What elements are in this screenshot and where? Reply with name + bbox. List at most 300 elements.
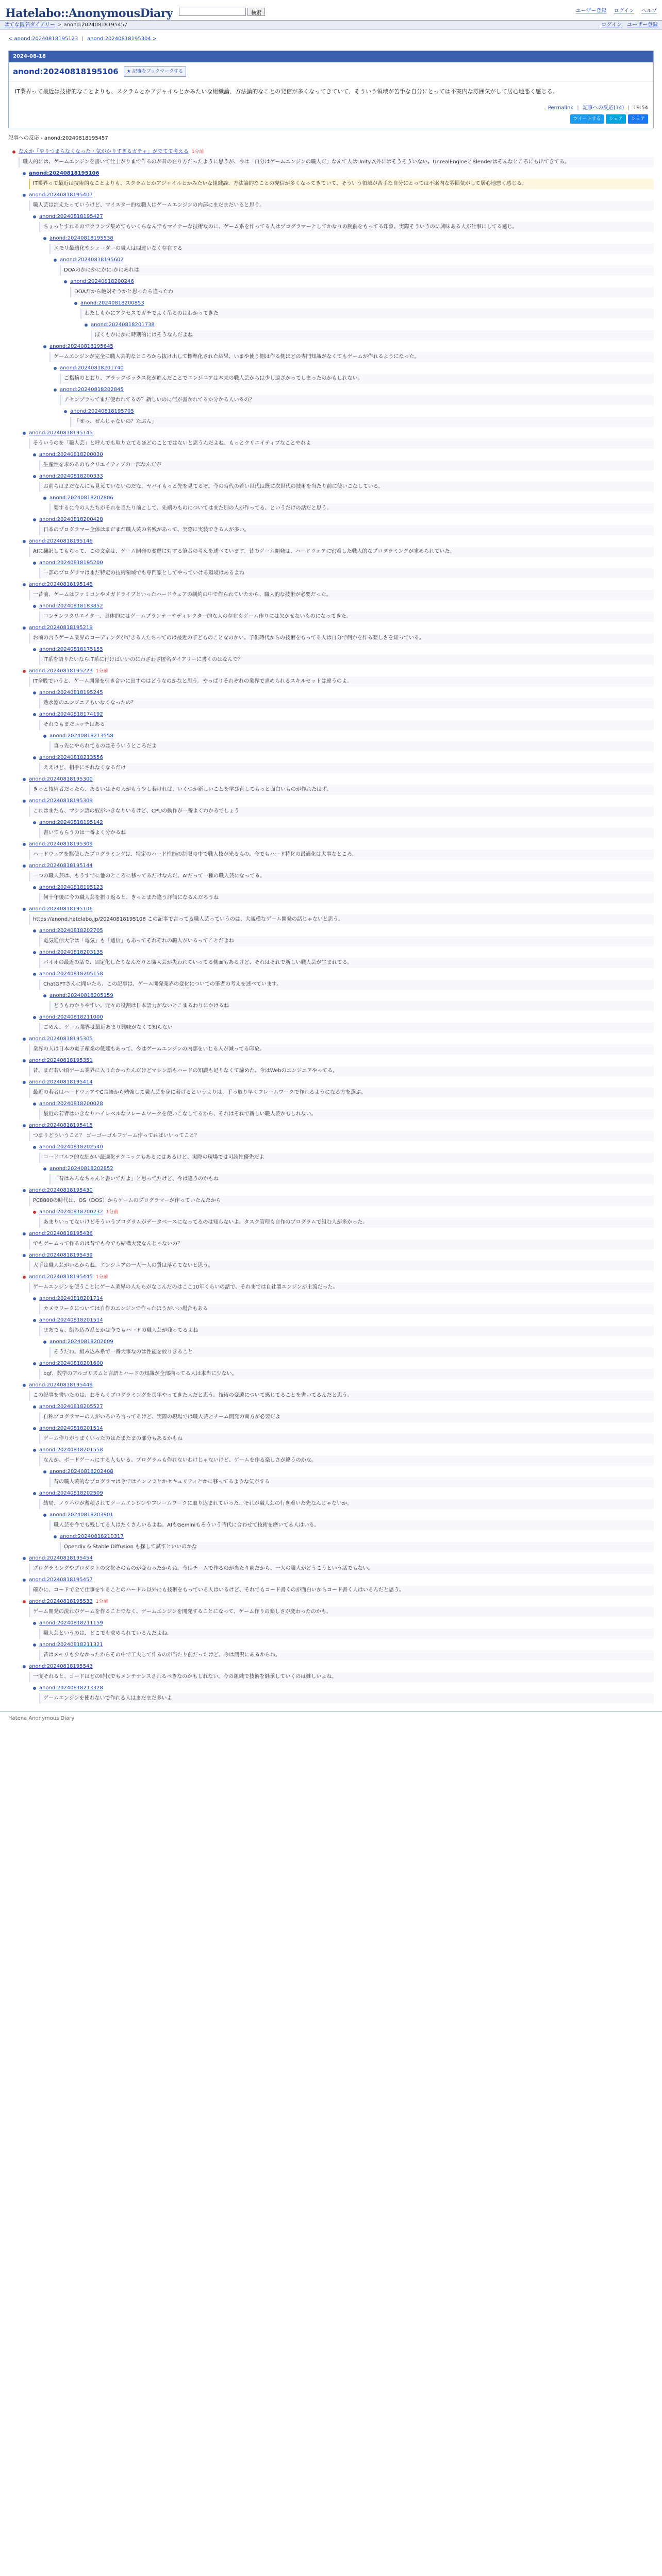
reaction-excerpt: 確かに、コードで全て仕事をすることのハードル以外にも技術をもっている人はいるけど、それでもコード書くのが面白いからコード書く人はいるんだと思う。	[29, 1585, 654, 1596]
new-badge: 1分前	[191, 149, 204, 155]
reaction-item	[33, 1144, 654, 1184]
reaction-list	[74, 300, 654, 341]
reaction-item	[23, 1252, 654, 1271]
reaction-link[interactable]: anond:20240818195645	[49, 344, 113, 349]
reaction-link[interactable]: anond:20240818195106	[29, 906, 93, 912]
reaction-item	[23, 581, 654, 622]
search-button[interactable]: 検索	[247, 8, 265, 16]
reaction-link[interactable]: anond:20240818195305	[29, 1036, 93, 1042]
reaction-list	[43, 1338, 654, 1358]
reaction-header	[23, 1122, 654, 1129]
reaction-item	[33, 1425, 654, 1444]
site-logo[interactable]: Hatelabo::AnonymousDiary	[5, 7, 173, 20]
reaction-list	[33, 1295, 654, 1379]
bullet-icon	[23, 1038, 26, 1041]
entry-footer	[9, 102, 653, 114]
reaction-item	[33, 1295, 654, 1314]
bookmark-button[interactable]: ★ 記事をブックマークする	[124, 66, 186, 77]
reaction-link[interactable]: anond:20240818183852	[39, 603, 103, 609]
reaction-link[interactable]: anond:20240818195148	[29, 582, 93, 587]
reaction-excerpt: 職人芸を今でも残してる人はたくさんいるよね。AIもGeminiもそういう時代に合わせて技術を磨いてる人はいる。	[49, 1520, 654, 1531]
reaction-header	[85, 321, 654, 329]
reaction-excerpt: IT系を語りたいならIT系に行けばいいのにわざわざ匿名ダイアリーに書くのはなんで？	[39, 655, 654, 665]
reaction-item	[43, 733, 654, 752]
reaction-item	[33, 1014, 654, 1033]
reaction-header	[43, 733, 654, 740]
reaction-item	[33, 971, 654, 1011]
reaction-list	[43, 235, 654, 427]
subnav-right	[602, 21, 658, 29]
reaction-link[interactable]: anond:20240818195223	[29, 668, 93, 674]
reaction-link[interactable]: anond:20240818200030	[39, 452, 103, 457]
reaction-link[interactable]: anond:20240818200246	[70, 279, 134, 284]
bullet-icon	[23, 432, 26, 435]
reaction-item	[33, 1100, 654, 1120]
reaction-link[interactable]: anond:20240818201514	[39, 1426, 103, 1431]
bullet-icon	[23, 1189, 26, 1192]
reaction-item	[85, 321, 654, 341]
reaction-item	[23, 1663, 654, 1704]
reaction-item	[23, 668, 654, 773]
reaction-header	[23, 841, 654, 848]
reaction-link[interactable]: anond:20240818211159	[39, 1620, 103, 1626]
reaction-list	[33, 560, 654, 579]
reaction-link[interactable]: anond:20240818175155	[39, 647, 103, 652]
reaction-header	[23, 1663, 654, 1670]
reaction-link[interactable]: anond:20240818195449	[29, 1382, 93, 1388]
reaction-link[interactable]: anond:20240818201714	[39, 1296, 103, 1301]
bullet-icon	[33, 821, 36, 824]
reaction-item	[74, 300, 654, 341]
bullet-icon	[23, 865, 26, 868]
reaction-header	[64, 408, 654, 415]
reaction-list	[54, 257, 654, 341]
reaction-item	[33, 1403, 654, 1422]
reaction-header	[43, 495, 654, 502]
reaction-link[interactable]: anond:20240818202705	[39, 928, 103, 934]
reaction-link[interactable]: anond:20240818195309	[29, 841, 93, 847]
reaction-link[interactable]: anond:20240818195300	[29, 776, 93, 782]
reaction-item	[33, 754, 654, 773]
reaction-header	[23, 1187, 654, 1194]
reaction-header	[43, 1338, 654, 1346]
reaction-header	[33, 1100, 654, 1108]
reaction-excerpt: 「ぜっ、ぜんじゃないの？たぶん」	[70, 417, 654, 427]
reaction-item	[23, 624, 654, 665]
reaction-header	[23, 798, 654, 805]
reaction-excerpt: カメラワークについては自作のエンジンで作ったほうがいい場合もある	[39, 1304, 654, 1314]
reaction-link[interactable]: anond:20240818202845	[60, 387, 124, 393]
reaction-item	[23, 862, 654, 903]
breadcrumb-separator: >	[57, 22, 62, 28]
bullet-icon	[23, 194, 26, 197]
reaction-link[interactable]: anond:20240818195146	[29, 538, 93, 544]
bullet-icon	[23, 1232, 26, 1235]
reaction-list	[43, 733, 654, 752]
reaction-link[interactable]: anond:20240818195414	[29, 1079, 93, 1085]
reaction-excerpt: 書いてもらうのは一番よく分かるね	[39, 828, 654, 838]
reaction-link[interactable]: anond:20240818203135	[39, 950, 103, 955]
reaction-list	[43, 1165, 654, 1184]
bullet-icon	[64, 410, 67, 413]
reaction-list	[64, 408, 654, 427]
reaction-header	[23, 1598, 654, 1605]
reaction-item	[33, 1620, 654, 1639]
reaction-link[interactable]: anond:20240818195454	[29, 1555, 93, 1561]
reaction-link[interactable]: anond:20240818195439	[29, 1252, 93, 1258]
reaction-header	[23, 192, 654, 199]
reaction-link[interactable]: anond:20240818195457	[29, 1577, 93, 1583]
bullet-icon	[33, 1103, 36, 1106]
reaction-link[interactable]: anond:20240818205527	[39, 1404, 103, 1410]
reaction-link[interactable]: anond:20240818202806	[49, 495, 113, 501]
reaction-excerpt: 昔はメモリも少なかったからその中で工夫して作るのが当たり前だったけど、今は潤沢にあるからね。	[39, 1650, 654, 1660]
reaction-header	[33, 689, 654, 697]
bullet-icon	[43, 1341, 46, 1344]
reaction-header	[33, 1014, 654, 1021]
reaction-link[interactable]: anond:20240818200428	[39, 517, 103, 522]
reaction-link[interactable]: anond:20240818202408	[49, 1469, 113, 1475]
reaction-excerpt: コンテンツクリエイター、具体的にはゲームプランナーやディレクター的な人の存在もゲーム作りには欠かせないものになってきた。	[39, 612, 654, 622]
reaction-excerpt: そうだね。組み込み系で一番大事なのは性能を絞りきること	[49, 1347, 654, 1358]
reaction-item	[23, 1036, 654, 1055]
reaction-excerpt: ごめん、ゲーム業界は最近あまり興味がなくて知らない	[39, 1023, 654, 1033]
reaction-link[interactable]: anond:20240818195533	[29, 1599, 93, 1604]
reaction-excerpt: ゲーム作りがうまくいったのはたまたまの部分もあるかもね	[39, 1434, 654, 1444]
reaction-excerpt: https://anond.hatelabo.jp/20240818195106 この記事で言ってる職人芸っていうのは、大規模なゲーム開発の話じゃないと思う。	[29, 914, 654, 925]
reaction-excerpt: 自称プログラマーの人がいろいろ言ってるけど、実際の現場では職人芸とチーム開発の両方が必要だよ	[39, 1412, 654, 1422]
reaction-item	[43, 495, 654, 514]
reaction-link[interactable]: なんか「やりつまらなくなった・気がかりすぎるガチャ」がでてて考える	[19, 149, 189, 155]
reaction-item	[43, 1338, 654, 1358]
bullet-icon	[43, 345, 46, 348]
reaction-header	[23, 776, 654, 783]
reaction-link[interactable]: anond:20240818201740	[60, 365, 124, 371]
reaction-excerpt: 一昔前、ゲームはファミコンやメガドライブといったハードウェアの制約の中で作られていたから、職人的な技術が必要だった。	[29, 590, 654, 600]
reaction-header	[33, 516, 654, 523]
reaction-header	[33, 1403, 654, 1411]
reaction-excerpt: ええけど、相手にされなくなるだけ	[39, 763, 654, 773]
reaction-link[interactable]: anond:20240818200333	[39, 473, 103, 479]
reaction-item	[23, 1122, 654, 1184]
reaction-item	[33, 473, 654, 514]
reaction-item	[43, 992, 654, 1011]
bullet-icon	[23, 583, 26, 586]
bullet-icon	[23, 778, 26, 781]
reaction-excerpt: この記事を書いたのは、おそらくプログラミングを長年やってきた人だと思う。技術の変遷について感じてることを書いてるんだと思う。	[29, 1391, 654, 1401]
reaction-link[interactable]: anond:20240818195415	[29, 1123, 93, 1128]
reaction-excerpt: 職人的には、ゲームエンジンを書いて仕上がりまで作るのが昔の在り方だったように思うが、今は「自分はゲームエンジンの職人だ」なんて人はUnity以外にはそうそういない。UnrealEngineとBlenderはそんなところにも出てきてる。	[19, 157, 654, 167]
subnav-login-link[interactable]: ログイン	[601, 22, 622, 28]
reaction-header	[23, 581, 654, 588]
reaction-header	[23, 624, 654, 632]
reaction-excerpt: なんか、ボードゲームにする人もいる。プログラムも作れないわけじゃないけど、ゲームを作る楽しさが違うのかな。	[39, 1455, 654, 1466]
reaction-excerpt: バイオの最近の話で、固定化したりなんだりと職人芸が失われていってる側面もあるけど、それはそれで新しい職人芸が生まれてる。	[39, 958, 654, 968]
reaction-link[interactable]: anond:20240818195445	[29, 1274, 93, 1280]
entry-title-row	[9, 62, 653, 81]
reaction-link[interactable]: anond:20240818195705	[70, 409, 134, 414]
reaction-excerpt: bgf、数学のアルゴリズムと言語とハードの知識が全部揃ってる人は本当に少ない。	[39, 1369, 654, 1379]
reaction-list	[33, 1403, 654, 1552]
bullet-icon	[23, 172, 26, 175]
entry-time: 19:54	[633, 105, 648, 111]
reaction-link[interactable]: anond:20240818202609	[49, 1339, 113, 1345]
reaction-link[interactable]: anond:20240818174192	[39, 711, 103, 717]
reaction-excerpt: 「昔はみんなちゃんと書いてたよ」と思ってたけど、今は違うのかもね	[49, 1174, 654, 1184]
reaction-excerpt: ご指摘のとおり、ブラックボックス化が進んだことでエンジニアは本来の職人芸からは少し遠ざかってしまったのかもしれない。	[60, 374, 654, 384]
reaction-header	[23, 538, 654, 545]
tweet-button[interactable]: ツイートする	[570, 114, 604, 124]
reaction-link[interactable]: anond:20240818200028	[39, 1101, 103, 1107]
reaction-item	[33, 949, 654, 968]
bullet-icon	[33, 1405, 36, 1409]
reaction-header	[23, 1274, 654, 1281]
reaction-link[interactable]: anond:20240818201600	[39, 1361, 103, 1366]
reaction-item	[23, 192, 654, 427]
help-link[interactable]: ヘルプ	[641, 8, 657, 14]
reaction-list	[54, 1533, 654, 1552]
reaction-link[interactable]: anond:20240818195106	[29, 171, 100, 176]
bullet-icon	[33, 1492, 36, 1495]
reaction-list	[33, 884, 654, 903]
reaction-item	[43, 235, 654, 341]
reaction-excerpt: 一部のプログラマはまだ特定の技術領域でも専門家としてやっていける環境はあるよね	[39, 568, 654, 579]
reaction-excerpt: DOAだから絶対そうかと思ったら違ったわ	[70, 287, 654, 297]
reaction-link[interactable]: anond:20240818195436	[29, 1231, 93, 1236]
reaction-link[interactable]: anond:20240818195602	[60, 257, 124, 263]
reaction-header	[43, 1468, 654, 1476]
reaction-header	[23, 170, 654, 177]
reaction-excerpt: ゲームエンジンが完全に職人芸的なところから抜け出して標準化された結果、いまや使う側は作る側ほどの専門知識がなくてもゲームが作れるようになった。	[49, 352, 654, 362]
reaction-excerpt: アセンブラってまだ使われてるの？新しいのに何が書かれてるか分かる人いるの？	[60, 395, 654, 405]
reaction-list	[33, 1209, 654, 1228]
reaction-link[interactable]: anond:20240818195407	[29, 192, 93, 198]
reaction-item	[33, 1360, 654, 1379]
reaction-item	[33, 689, 654, 708]
reaction-item	[23, 1187, 654, 1228]
reaction-header	[43, 235, 654, 242]
reaction-list	[12, 148, 654, 1704]
reaction-link[interactable]: anond:20240818195538	[49, 235, 113, 241]
reaction-header	[54, 386, 654, 394]
reactions-link[interactable]: 記事への反応(14)	[582, 105, 624, 111]
bullet-icon	[33, 1427, 36, 1430]
reaction-excerpt: 真っ先にやられてるのはそういうところだよ	[49, 741, 654, 752]
reaction-list	[54, 365, 654, 427]
reaction-header	[33, 1490, 654, 1497]
reaction-link[interactable]: anond:20240818200232	[39, 1209, 103, 1215]
reaction-list	[43, 1468, 654, 1487]
search-input[interactable]	[179, 8, 246, 16]
prev-entry-link[interactable]: < anond:20240818195123	[8, 36, 78, 42]
reaction-excerpt: あまりいってないけどそういうプログラムがデータベースになってるのは知らないよ。タスク管理も自作のプログラムで組む人が多かった。	[39, 1217, 654, 1228]
reaction-excerpt: 職人芸というのは、どこでも求められているんだよね。	[39, 1629, 654, 1639]
reaction-excerpt: そういうのを「職人芸」と呼んでも取り立てるほどのことではないと思うんだよね。もっとクリエイティブなことやれよ	[29, 438, 654, 449]
reaction-header	[43, 992, 654, 999]
bullet-icon	[43, 497, 46, 500]
bullet-icon	[33, 1643, 36, 1647]
reaction-list	[23, 170, 654, 1704]
reaction-header	[33, 711, 654, 718]
reaction-header	[33, 971, 654, 978]
reaction-list	[33, 1620, 654, 1660]
reaction-header	[33, 473, 654, 480]
reaction-link[interactable]: anond:20240818202509	[39, 1490, 103, 1496]
reaction-header	[33, 451, 654, 459]
reaction-link[interactable]: anond:20240818211321	[39, 1642, 103, 1648]
reaction-link[interactable]: anond:20240818201738	[91, 322, 155, 328]
reaction-list	[33, 689, 654, 773]
reaction-link[interactable]: anond:20240818195200	[39, 560, 103, 566]
reaction-link[interactable]: anond:20240818195145	[29, 430, 93, 436]
reaction-item	[33, 451, 654, 470]
entry-title[interactable]: anond:20240818195106	[13, 67, 119, 76]
reaction-link[interactable]: anond:20240818195543	[29, 1664, 93, 1669]
reaction-link[interactable]: anond:20240818201558	[39, 1447, 103, 1453]
footer-separator: |	[577, 105, 579, 111]
hatena-share-button[interactable]: シェア	[606, 114, 626, 124]
bullet-icon	[33, 886, 36, 889]
reaction-link[interactable]: anond:20240818203901	[49, 1512, 113, 1518]
reaction-item	[23, 1577, 654, 1596]
login-link[interactable]: ログイン	[614, 8, 634, 14]
bullet-icon	[23, 843, 26, 846]
breadcrumb-home[interactable]: はてな匿名ダイアリー	[4, 22, 56, 28]
reaction-link[interactable]: anond:20240818195142	[39, 820, 103, 825]
bullet-icon	[23, 1124, 26, 1127]
register-link[interactable]: ユーザー登録	[575, 8, 607, 14]
bullet-icon	[33, 951, 36, 954]
reaction-header	[54, 365, 654, 372]
reaction-list	[33, 1100, 654, 1120]
reaction-header	[12, 148, 654, 156]
reaction-link[interactable]: anond:20240818200853	[80, 300, 144, 306]
permalink-link[interactable]: Permalink	[548, 105, 574, 111]
reaction-excerpt: 昔の職人芸的なプログラマは今ではインフラとかセキュリティとかに移ってるような気がする	[49, 1477, 654, 1487]
entry-body: IT業界って最近は技術的なことよりも、スクラムとかアジャイルとかみたいな組織論、方法論的なことの発信が多くなってきていて、そういう領域が苦手な自分にとっては不案内な雰囲気がして居心地悪く感じる。	[15, 88, 558, 95]
bullet-icon	[23, 908, 26, 911]
reaction-item	[23, 1057, 654, 1076]
reaction-header	[64, 278, 654, 285]
reaction-link[interactable]: anond:20240818211000	[39, 1014, 103, 1020]
pager-separator: |	[81, 36, 84, 42]
reaction-excerpt: でもゲームって作るのは昔でも今でも結構大変なんじゃないの？	[29, 1239, 654, 1249]
facebook-share-button[interactable]: シェア	[628, 114, 648, 124]
reaction-link[interactable]: anond:20240818195123	[39, 885, 103, 890]
reaction-link[interactable]: anond:20240818205159	[49, 993, 113, 998]
subnav-register-link[interactable]: ユーザー登録	[627, 22, 658, 28]
reaction-excerpt: ハードウェアを駆使したプログラミングは、特定のハード性能の制限の中で職人技が光るもの。今でもハード特化の最適化は大事なところ。	[29, 850, 654, 860]
reaction-item	[33, 927, 654, 946]
reaction-list	[43, 1512, 654, 1552]
reaction-header	[23, 430, 654, 437]
reaction-link[interactable]: anond:20240818205158	[39, 971, 103, 977]
reaction-excerpt: 最近の若者はハードウェアやC言語から勉強して職人芸を身に着けるというよりは、手っ取り早くフレームワークで作れるようになる方を選ぶ。	[29, 1088, 654, 1098]
reaction-list	[33, 927, 654, 1033]
reaction-excerpt: 日本のプログラマー全体はまだまだ職人芸の名残があって、実際に実装できる人が多い。	[39, 525, 654, 535]
reaction-header	[33, 646, 654, 653]
reaction-item	[23, 1079, 654, 1120]
bullet-icon	[23, 1665, 26, 1668]
next-entry-link[interactable]: anond:20240818195304 >	[87, 36, 157, 42]
reaction-link[interactable]: anond:20240818195430	[29, 1188, 93, 1193]
reaction-header	[23, 862, 654, 870]
site-header	[0, 0, 662, 21]
reaction-link[interactable]: anond:20240818195245	[39, 690, 103, 696]
reaction-link[interactable]: anond:20240818195309	[29, 798, 93, 804]
reaction-header	[33, 1620, 654, 1627]
reaction-item	[64, 408, 654, 427]
reaction-link[interactable]: anond:20240818195144	[29, 863, 93, 869]
reaction-header	[23, 1230, 654, 1238]
bullet-icon	[23, 1384, 26, 1387]
reaction-list	[85, 321, 654, 341]
reaction-item	[54, 1533, 654, 1552]
reaction-excerpt: コードゴルフ的な細かい最適化テクニックもあるにはあるけど、実際の現場では可読性優先だよ	[39, 1153, 654, 1163]
new-badge: 1分前	[95, 1599, 108, 1604]
reaction-link[interactable]: anond:20240818202852	[49, 1166, 113, 1172]
reaction-item	[23, 170, 654, 189]
reaction-link[interactable]: anond:20240818213558	[49, 733, 113, 739]
reaction-link[interactable]: anond:20240818210317	[60, 1534, 124, 1539]
reaction-header	[33, 213, 654, 221]
reaction-item	[23, 1274, 654, 1379]
reaction-item	[33, 1685, 654, 1704]
reaction-excerpt: 最近の若者はいきなりハイレベルなフレームワークを使いこなしてるから、それはそれで新しい職人芸かもしれない。	[39, 1109, 654, 1120]
reaction-link[interactable]: anond:20240818213328	[39, 1685, 103, 1691]
bullet-icon	[33, 973, 36, 976]
reaction-link[interactable]: anond:20240818213556	[39, 755, 103, 760]
reaction-header	[33, 927, 654, 935]
reaction-header	[43, 1512, 654, 1519]
reaction-list	[33, 451, 654, 535]
bullet-icon	[54, 259, 57, 262]
bullet-icon	[33, 648, 36, 651]
reaction-header	[33, 949, 654, 956]
reaction-item	[33, 1641, 654, 1660]
bullet-icon	[23, 1579, 26, 1582]
new-badge: 1分前	[95, 1275, 108, 1280]
reaction-excerpt: わたしもかにアクセスでガチでよく吊るのはわかってきた	[80, 309, 654, 319]
reaction-item	[23, 1598, 654, 1660]
reaction-excerpt: ゲーム開発の流れがゲームを作ることでなく、ゲームエンジンを開発することになって、ゲーム作りの楽しさが変わったのかも。	[29, 1607, 654, 1617]
reaction-header	[54, 257, 654, 264]
reaction-link[interactable]: anond:20240818195427	[39, 214, 103, 219]
reaction-item	[33, 213, 654, 427]
reaction-item	[43, 343, 654, 427]
reaction-excerpt: 一度それると、コードはどの時代でもメンテナンスされるべきなのかもしれない。今の組織で技術を継承していくのは難しいよね。	[29, 1672, 654, 1682]
reaction-header	[23, 1079, 654, 1086]
reaction-item	[43, 1165, 654, 1184]
reaction-item	[54, 365, 654, 384]
reaction-item	[23, 430, 654, 535]
reaction-link[interactable]: anond:20240818202540	[39, 1144, 103, 1150]
reaction-header	[23, 1577, 654, 1584]
reaction-link[interactable]: anond:20240818195351	[29, 1058, 93, 1063]
reaction-excerpt: ちょっとすれるのでクランプ集めてもいくらなんでもマイナーな技術なのに、ゲーム系を作ってる人はプログラマーとしてかなりの腕前をもってる印象。実際そういうのに興味ある人が仕事にしてる感じ。	[39, 222, 654, 232]
bullet-icon	[54, 1535, 57, 1538]
reaction-item	[64, 278, 654, 341]
bullet-icon	[23, 540, 26, 543]
reaction-link[interactable]: anond:20240818201514	[39, 1317, 103, 1323]
bullet-icon	[43, 735, 46, 738]
reaction-link[interactable]: anond:20240818195219	[29, 625, 93, 631]
reaction-excerpt: つまりどういうこと？ ゴーゴーゴルフゲーム作ってればいいってこと？	[29, 1131, 654, 1141]
bullet-icon	[54, 367, 57, 370]
bullet-icon	[23, 1276, 26, 1279]
reaction-item	[33, 819, 654, 838]
reaction-list	[33, 1144, 654, 1184]
